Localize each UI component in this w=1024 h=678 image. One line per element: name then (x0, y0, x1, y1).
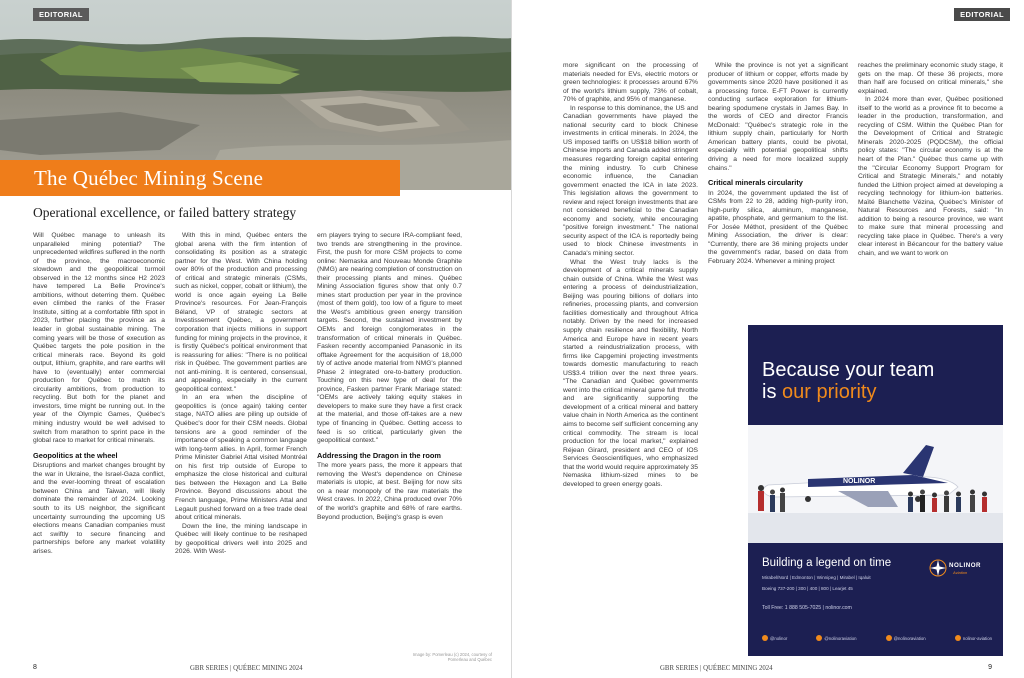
ad-headline-line-2: is our priority (762, 381, 877, 403)
instagram-icon (762, 635, 768, 641)
left-column-2 (175, 232, 307, 557)
right-column-3 (858, 62, 1003, 259)
social-instagram[interactable]: @nolinor (762, 635, 787, 641)
social-linkedin[interactable]: nolinor-aviation (955, 635, 992, 641)
airplane-snow-scene (748, 425, 1003, 543)
paragraph: Will Québec manage to unleash its unparalleled mining potential? The unprecedented wildfires suffered in the north of the province, the macroeconomic slowdown and the geopolitical turmoil observed in the 12 months since H2 2023 have tempered La Belle Province's ambitions, without deterring them. Québec even climbed the ranks of the Fraser Institute, sitting at a comfortable fifth spot in 2023, further placing the province as a leader in global sustainable mining. The coming years will be those of execution as Québec targets the pole position in the critical minerals race. Beyond its gold output, lithium, graphite, and rare earths will have to (eventually) enter commercial production for Québec to match its circularity ambitions, from production to recycling. But both for the planet and investors, time might be running out. In the year of the Olympic Games, Québec's mining industry would be well advised to switch from marathon to sprint pace in the global race to market for critical minerals. (33, 232, 165, 445)
paragraph: The more years pass, the more it appears that removing the West's dependence on Chinese materials is utopic, at best. Beijing for now sits on a near monopoly of the raw materials the West craves. In 2022, China produced over 70% of the world's graphite and 68% of rare earths. Beyond production, Beijing's grasp is even (317, 462, 462, 521)
editorial-tag: EDITORIAL (954, 8, 1010, 21)
page-number: 9 (988, 664, 992, 671)
page-footer: GBR SERIES | QUÉBEC MINING 2024 (190, 665, 303, 672)
title-bar (0, 160, 400, 196)
linkedin-icon (955, 635, 961, 641)
left-column-1 (33, 232, 165, 556)
paragraph: Down the line, the mining landscape in Québec will likely continue to be reshaped by geopolitical drivers well into 2025 and 2026. With West- (175, 522, 307, 556)
image-credit: Image by: Pomerleau (c) 2024, courtesy of Pomerleau and Québec (412, 652, 492, 662)
ad-cities: Mirabel/Nord | Edmonton | Winnipeg | Mirabel | Iqaluit (762, 575, 871, 580)
section-heading: Geopolitics at the wheel (33, 450, 118, 460)
paragraph: In 2024, the government updated the list of CSMs from 22 to 28, adding high-purity iron, high-purity silica, aluminum, manganese, apatite, phosphate, and germanium to the list. For Josée Méthot, president of the Québec Mining Association, the driver is clear: "Currently, there are 36 mining projects under the government's radar, based on data from February 2024. Whenever a mining project (708, 189, 848, 266)
paragraph: In 2024 more than ever, Québec positioned itself to the world as a province fit to become a leader in the production, transformation, and recycling of CSM. Within the Québec Plan for the Development of Critical and Strategic Minerals 2020-2025 (PQDCSM), the official policy states: "The circular economy is at the heart of the Plan." Québec thus came up with the "Circular Economy Support Program for Critical and Strategic Minerals," and notably funded the Lithion project aimed at developing a recycling technology for lithium-ion batteries. Maïté Blanchette Vézina, Québec's Minister of Natural Resources and Forests, said: "In addition to being a resource province, we want to make sure that mineral processing and recycling take place in Québec. There's a very clear interest in Bécancour for the battery value chain, and we want to work on (858, 96, 1003, 258)
facebook-icon (816, 635, 822, 641)
ad-headline (762, 359, 934, 403)
page-footer: GBR SERIES | QUÉBEC MINING 2024 (660, 665, 773, 672)
left-column-3 (317, 232, 462, 522)
social-twitter[interactable]: @nolinoraviation (886, 635, 926, 641)
article-subtitle: Operational excellence, or failed battery strategy (33, 205, 297, 220)
ad-fleet: Boeing 737-200 | 300 | 400 | 800 | Learjet 45 (762, 586, 853, 591)
paragraph: more significant on the processing of materials needed for EVs, electric motors or green technologies: it processes around 67% of the world's lithium supply, 73% of cobalt, 70% of graphite, and 95% of manganese. (563, 62, 698, 104)
section-heading: Addressing the Dragon in the room (317, 450, 442, 460)
paragraph: In an era when the discipline of geopolitics is (once again) taking center stage, NATO allies are piling up outside of Québec's door for their CSM needs. Global tensions are a good reminder of the importance of speaking a common language with long-term allies. In April, former French Prime Minister Gabriel Attal visited Montréal on his first trip outside of Europe to emphasize the close historical and cultural ties between the Hexagon and La Belle Province. Beyond discussions about the French language, Prime Ministers Attal and Legault pushed forward on a free trade deal about critical minerals. (175, 394, 307, 522)
social-facebook[interactable]: @nolinoraviation (816, 635, 856, 641)
paragraph: With this in mind, Québec enters the global arena with the firm intention of consolidating its position as a strategic partner for the West. With China holding over 80% of the production and processing of critical and strategic minerals (CSMs, such as nickel, copper, cobalt or lithium), the world is once again eyeing La Belle Province's resources. For Jean-François Béland, VP of strategic sectors at Investissement Québec, a government corporation that injects millions in support funding for mining projects in the province, it is firstly Québec's political environment that is reassuring for allies: "There is no political risk in Québec. The government parties are not anti-mining. It is centered, consensual, and appealing, especially in the current geopolitical context." (175, 232, 307, 393)
ad-headline-line-1: Because your team (762, 359, 935, 381)
ad-tagline: Building a legend on time (762, 557, 892, 569)
paragraph: What the West truly lacks is the development of a critical minerals supply chain outside of China. While the West was entering a process of deindustrialization, Beijing was pouring billions of dollars into refineries, processing plants, and conversion facilities domestically and throughout Africa notably. Driven by the need for increased supply chain resilience and flexibility, North America and Europe have in recent years started a reindustrialization process, with firms like Capgemini projecting investments towards domestic manufacturing to reach US$3.4 trillion over the next three years. "The Canadian and Québec governments went into the critical mineral game full throttle and are significantly supporting the development of a critical mineral and battery value chain in North America as the continent aims to become self sufficient concerning any critical commodity. The stream is local production for the local market," explained Réjean Girard, president and CEO of IOS Services Geoscientifiques, who emphasized that the world would require approximately 35 Nemaska lithium-sized mines to be developed to green energy goals. (563, 258, 698, 488)
paragraph: ern players trying to secure IRA-compliant feed, two trends are strengthening in the province. First, the push for more CSM projects to come online: Nemaska and Nouveau Monde Graphite (NMG) are nearing completion of construction on their processing plants and mines. Québec Mining Association figures show that only 0.7 mines start production per year in the province (most of them gold), too low of a figure to meet the West's ambitious green energy transition targets. Second, the sustained investment by OEMs and foreign conglomerates in the transformation of critical minerals in Québec. Fasken recently accompanied Panasonic in its offtake Agreement for the acquisition of 18,000 t/y of active anode material from NMG's planned Phase 2 integrated ore-to-battery production. Touching on this new type of deal for the province, Fasken partner Frank Mariage stated: "OEMs are actively taking equity stakes in developers to make sure they have a first crack at the material, and those off-takes are a new type of financing in Québec. Getting access to feed is so critical, particularly given the geopolitical context." (317, 232, 462, 445)
logo-wordmark: NOLINOR (949, 562, 982, 569)
editorial-tag: EDITORIAL (33, 8, 89, 21)
compass-star-icon (929, 559, 947, 577)
right-page (512, 0, 1024, 678)
paragraph: reaches the preliminary economic study stage, it gets on the map. Of these 36 projects, more than half are focused on critical minerals," she explained. (858, 62, 1003, 95)
ad-headline-accent: our priority (782, 381, 877, 403)
paragraph: Disruptions and market changes brought by the war in Ukraine, the Israel-Gaza conflict, and the ever-looming threat of escalation between China and Taiwan, will likely dominate the remainder of 2024. Looking south to its US neighbor, the significant uncertainty surrounding the upcoming US elections means Canadian companies must act swiftly to secure financing and partnerships before any market volatility arises. (33, 462, 165, 555)
ad-contact[interactable]: Toll Free: 1 888 505-7025 | nolinor.com (762, 605, 852, 611)
paragraph: While the province is not yet a significant producer of lithium or copper, efforts made by governments since 2020 have positioned it as a processing force. E-FT Power is currently conducting surface exploration for lithium-bearing spodumene crystals in James Bay. In the words of CEO and director Francis McDonald: "Québec's strategic role in the lithium supply chain, particularly for North American battery plants, could be pivotal, especially with potential geopolitical shifts driving a need for more localized supply chains." (708, 62, 848, 172)
nolinor-advertisement[interactable] (748, 325, 1003, 656)
ad-social-links (762, 635, 992, 641)
page-number: 8 (33, 664, 37, 671)
twitter-icon (886, 635, 892, 641)
nolinor-logo (929, 557, 989, 579)
article-title: The Québec Mining Scene (34, 166, 264, 190)
logo-subtitle: Aviation (953, 570, 968, 575)
paragraph: In response to this dominance, the US and Canadian governments have played the national security card to block Chinese investments in critical minerals. In 2024, the US imposed tariffs on US$18 billion worth of Chinese imports and Canada added stringent measures regarding foreign capital entering the mining industry. To curb Chinese economic influence, the Canadian government enacted the ICA in late 2023. This legislation allows the government to review and reject foreign investments that are not considered beneficial to the Canadian economy and society, while encouraging "positive foreign investment." The national security aspect of the ICA is reportedly being used to block Chinese investments in Canada's mining sector. (563, 104, 698, 258)
right-column-2 (708, 62, 848, 267)
ad-airplane-photo (748, 425, 1003, 543)
section-heading: Critical minerals circularity (708, 178, 803, 188)
right-column-1 (563, 62, 698, 489)
plane-livery-text: NOLINOR (843, 478, 876, 485)
